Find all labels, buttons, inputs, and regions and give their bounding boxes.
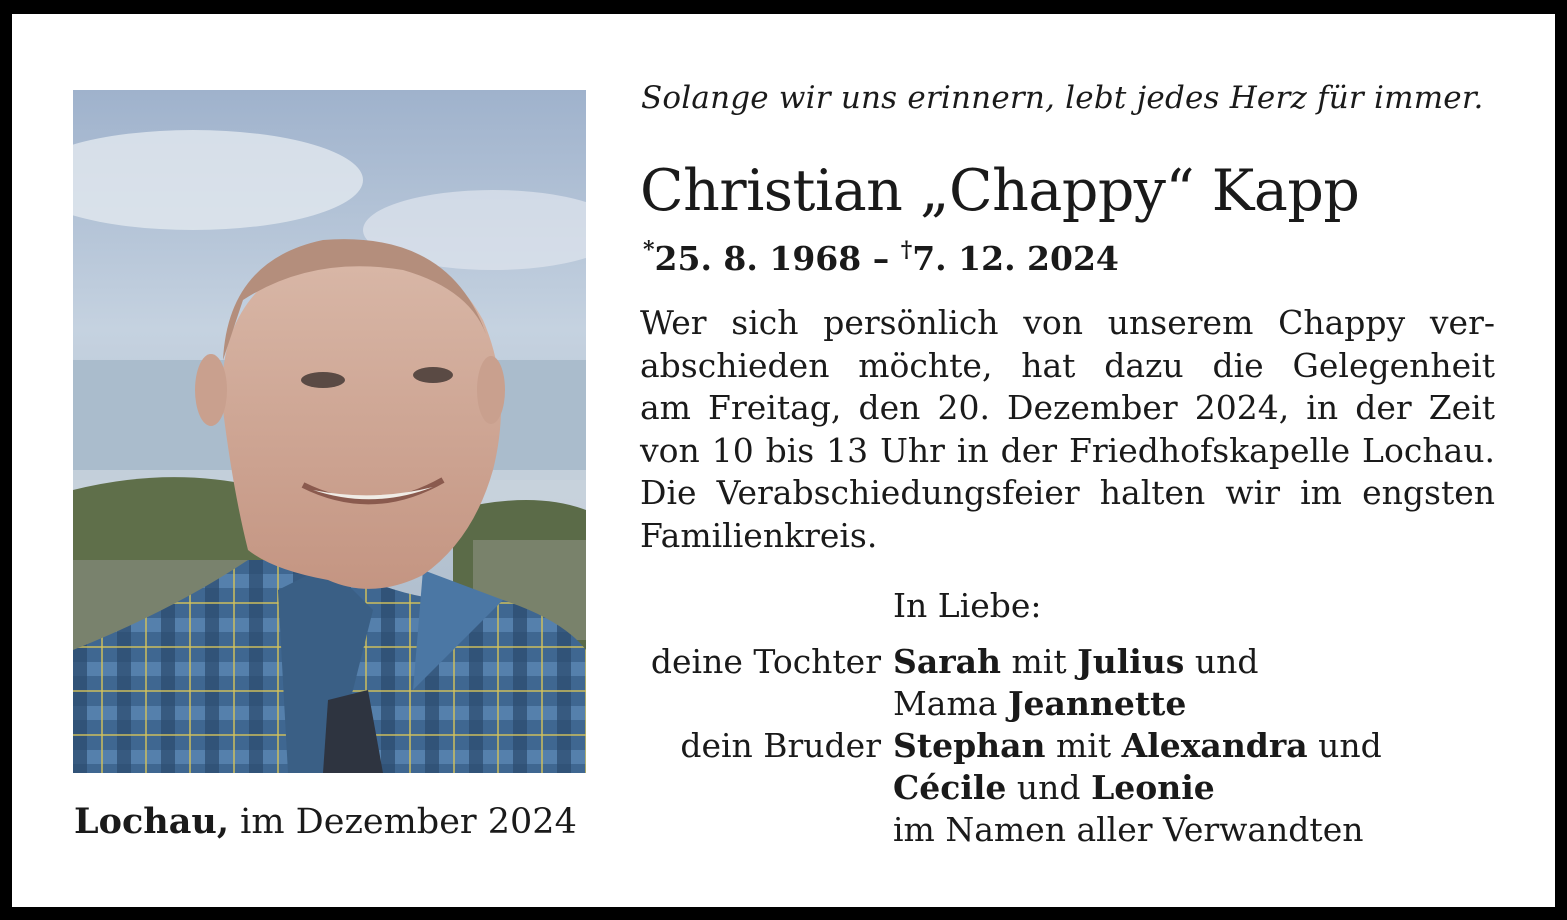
portrait-photo — [73, 90, 586, 773]
place-date: im Dezember 2024 — [240, 802, 577, 842]
farewell-notice — [640, 302, 1495, 557]
relative-name: Stephan — [893, 726, 1046, 765]
notice-line: Die Verabschiedungsfeier halten wir im engsten — [640, 473, 1495, 512]
relation-names: Mama Jeannette — [893, 684, 1187, 723]
life-dates — [643, 239, 1119, 278]
relation-names: Sarah mit Julius und — [893, 642, 1259, 681]
notice-line: Wer sich persönlich von unserem Chappy ver- — [640, 303, 1495, 342]
death-date: 7. 12. 2024 — [912, 239, 1119, 278]
birth-symbol: * — [643, 237, 655, 263]
birth-date: 25. 8. 1968 — [654, 239, 862, 278]
notice-line: Familienkreis. — [640, 515, 878, 555]
relative-name: Jeannette — [1007, 684, 1187, 723]
relative-name: Leonie — [1091, 768, 1215, 807]
relation-label: dein Bruder — [680, 726, 881, 765]
portrait-illustration — [73, 90, 586, 773]
place-city: Lochau, — [74, 801, 230, 842]
place-and-date — [74, 801, 577, 842]
date-separator: – — [861, 239, 901, 278]
memorial-motto: Solange wir uns erinnern, lebt jedes Herz für immer. — [641, 80, 1484, 116]
notice-line: von 10 bis 13 Uhr in der Friedhofskapelle Lochau. — [640, 430, 1495, 470]
obituary-card — [12, 14, 1555, 907]
relative-name: Cécile — [893, 768, 1007, 807]
deceased-name: Christian „Chappy“ Kapp — [640, 158, 1360, 224]
closing-line: im Namen aller Verwandten — [893, 810, 1364, 849]
relative-name: Sarah — [893, 642, 1001, 681]
relation-label: deine Tochter — [650, 642, 881, 681]
relation-names: Cécile und Leonie — [893, 768, 1215, 807]
relative-name: Alexandra — [1121, 726, 1308, 765]
death-symbol: † — [900, 237, 913, 263]
notice-line: abschieden möchte, hat dazu die Gelegenheit — [640, 345, 1495, 385]
notice-line: am Freitag, den 20. Dezember 2024, in der Zeit — [640, 388, 1495, 427]
relation-names: Stephan mit Alexandra und — [893, 726, 1382, 765]
in-love-heading: In Liebe: — [893, 586, 1042, 625]
relative-name: Julius — [1077, 642, 1185, 681]
